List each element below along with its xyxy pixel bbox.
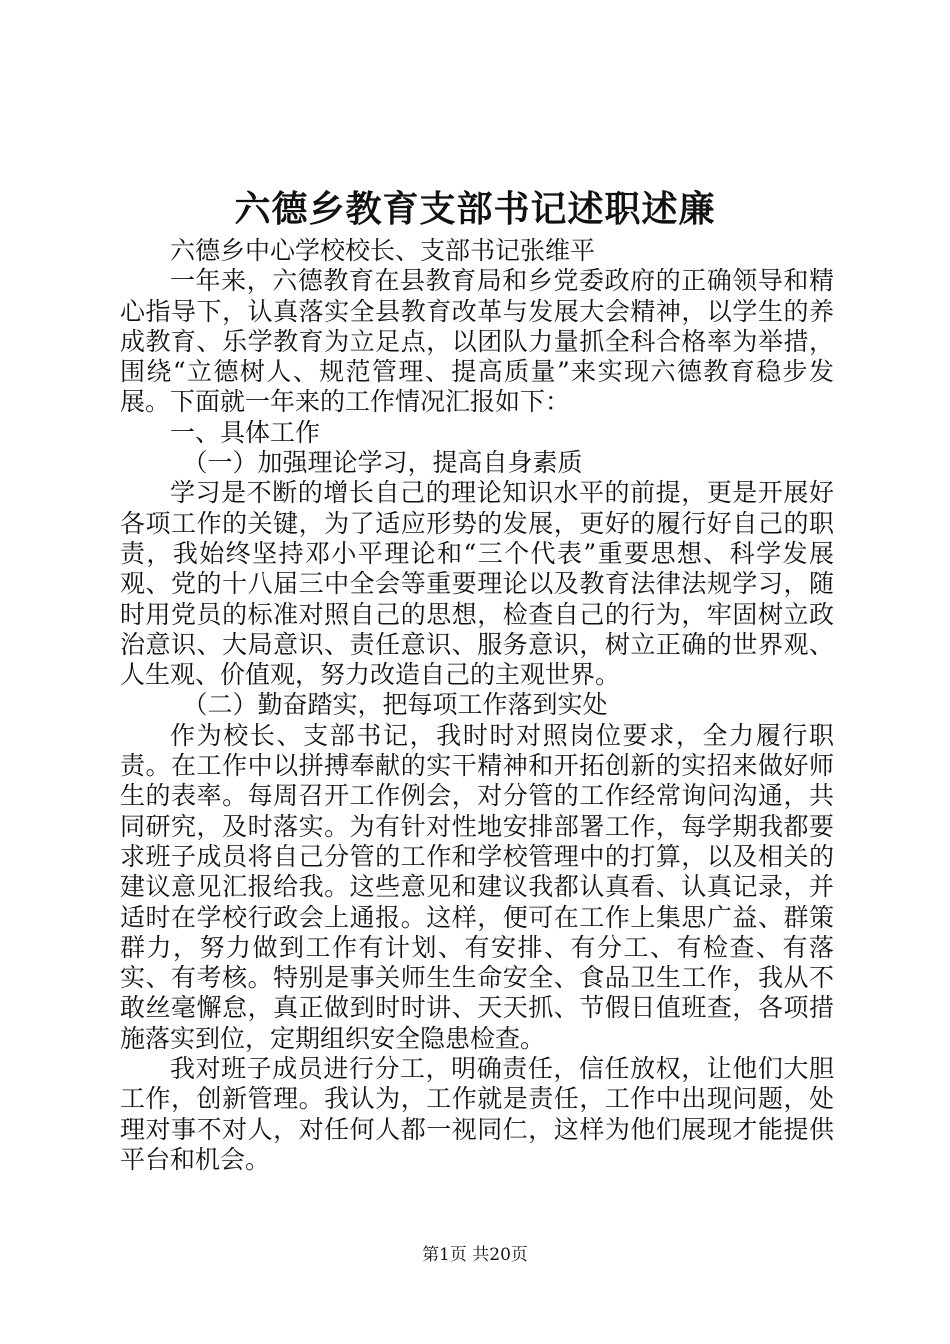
intro-paragraph: 一年来，六德教育在县教育局和乡党委政府的正确领导和精心指导下，认真落实全县教育改革与发展大会精神，以学生的养成教育、乐学教育为立足点，以团队力量抓全科合格率为举措，围绕“立德树人、规范管理、提高质量”来实现六德教育稳步发展。下面就一年来的工作情况汇报如下： xyxy=(120,266,834,417)
document-body xyxy=(120,236,834,1175)
subsection-heading-1: （一）加强理论学习，提高自身素质 xyxy=(182,448,583,478)
page-footer: 第1页 共20页 xyxy=(422,1245,528,1265)
subsection-heading-2: （二）勤奋踏实，把每项工作落到实处 xyxy=(182,690,608,720)
section-heading-1: 一、具体工作 xyxy=(170,417,321,447)
author-line: 六德乡中心学校校长、支部书记张维平 xyxy=(170,236,596,265)
document-title: 六德乡教育支部书记述职述廉 xyxy=(234,188,716,230)
body-paragraph-1: 学习是不断的增长自己的理论知识水平的前提，更是开展好各项工作的关键，为了适应形势的发展，更好的履行好自己的职责，我始终坚持邓小平理论和“三个代表”重要思想、科学发展观、党的十八届三中全会等重要理论以及教育法律法规学习，随时用党员的标准对照自己的思想，检查自己的行为，牢固树立政治意识、大局意识、责任意识、服务意识，树立正确的世界观、人生观、价值观，努力改造自己的主观世界。 xyxy=(120,478,834,690)
body-paragraph-3: 我对班子成员进行分工，明确责任，信任放权，让他们大胆工作，创新管理。我认为，工作就是责任，工作中出现问题，处理对事不对人，对任何人都一视同仁，这样为他们展现才能提供平台和机会。 xyxy=(120,1054,834,1174)
body-paragraph-2: 作为校长、支部书记，我时时对照岗位要求，全力履行职责。在工作中以拼搏奉献的实干精神和开拓创新的实招来做好师生的表率。每周召开工作例会，对分管的工作经常询问沟通，共同研究，及时落实。为有针对性地安排部署工作，每学期我都要求班子成员将自己分管的工作和学校管理中的打算，以及相关的建议意见汇报给我。这些意见和建议我都认真看、认真记录，并适时在学校行政会上通报。这样，便可在工作上集思广益、群策群力，努力做到工作有计划、有安排、有分工、有检查、有落实、有考核。特别是事关师生生命安全、食品卫生工作，我从不敢丝毫懈怠，真正做到时时讲、天天抓、节假日值班查，各项措施落实到位，定期组织安全隐患检查。 xyxy=(120,720,834,1053)
